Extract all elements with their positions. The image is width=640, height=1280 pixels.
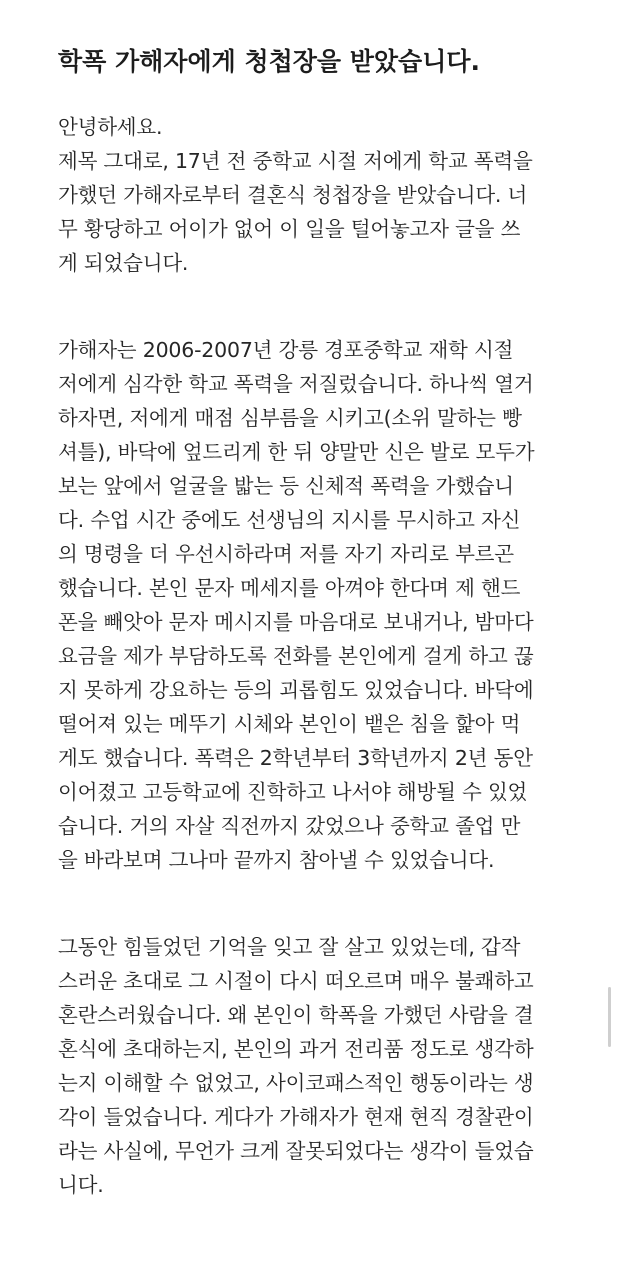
paragraph-1-line: 게 되었습니다.	[58, 251, 189, 275]
paragraph-3-line: 혼식에 초대하는지, 본인의 과거 전리품 정도로 생각하	[58, 1037, 534, 1061]
paragraph-2-line: 떨어져 있는 메뚜기 시체와 본인이 뱉은 침을 핥아 먹	[58, 712, 521, 736]
paragraph-2-line: 을 바라보며 그나마 끝까지 참아낼 수 있었습니다.	[58, 848, 495, 872]
paragraph-2-line: 하자면, 저에게 매점 심부름을 시키고(소위 말하는 빵	[58, 406, 522, 430]
paragraph-3-line: 라는 사실에, 무언가 크게 잘못되었다는 생각이 들었습	[58, 1139, 534, 1163]
paragraph-2-line: 다. 수업 시간 중에도 선생님의 지시를 무시하고 자신	[58, 508, 521, 532]
paragraph-3-line: 니다.	[58, 1173, 104, 1197]
paragraph-2-line: 폰을 빼앗아 문자 메시지를 마음대로 보내거나, 밤마다	[58, 610, 534, 634]
paragraph-2-line: 요금을 제가 부담하도록 전화를 본인에게 걸게 하고 끊	[58, 644, 534, 668]
paragraph-2-line: 이어졌고 고등학교에 진학하고 나서야 해방될 수 있었	[58, 780, 528, 804]
paragraph-1-line: 가했던 가해자로부터 결혼식 청첩장을 받았습니다. 너	[58, 183, 528, 207]
post-title: 학폭 가해자에게 청첩장을 받았습니다.	[58, 47, 481, 76]
paragraph-2-line: 게도 했습니다. 폭력은 2학년부터 3학년까지 2년 동안	[58, 746, 533, 770]
paragraph-2-line: 가해자는 2006-2007년 강릉 경포중학교 재학 시절	[58, 338, 514, 362]
paragraph-2-line: 셔틀), 바닥에 엎드리게 한 뒤 양말만 신은 발로 모두가	[58, 440, 535, 464]
paragraph-2-line: 의 명령을 더 우선시하라며 저를 자기 자리로 부르곤	[58, 542, 514, 566]
paragraph-3-line: 스러운 초대로 그 시절이 다시 떠오르며 매우 불쾌하고	[58, 969, 534, 993]
paragraph-1-line: 제목 그대로, 17년 전 중학교 시절 저에게 학교 폭력을	[58, 149, 533, 173]
paragraph-2-line: 했습니다. 본인 문자 메세지를 아껴야 한다며 제 핸드	[58, 576, 521, 600]
scroll-indicator[interactable]	[608, 987, 611, 1047]
paragraph-3-line: 는지 이해할 수 없었고, 사이코패스적인 행동이라는 생	[58, 1071, 534, 1095]
paragraph-3-line: 그동안 힘들었던 기억을 잊고 잘 살고 있었는데, 갑작	[58, 935, 521, 959]
paragraph-3-line: 혼란스러웠습니다. 왜 본인이 학폭을 가했던 사람을 결	[58, 1003, 534, 1027]
paragraph-1-line: 무 황당하고 어이가 없어 이 일을 털어놓고자 글을 쓰	[58, 217, 521, 241]
paragraph-2-line: 습니다. 거의 자살 직전까지 갔었으나 중학교 졸업 만	[58, 814, 521, 838]
paragraph-3-line: 각이 들었습니다. 게다가 가해자가 현재 현직 경찰관이	[58, 1105, 534, 1129]
paragraph-1-line: 안녕하세요.	[58, 115, 163, 139]
paragraph-2-line: 저에게 심각한 학교 폭력을 저질렀습니다. 하나씩 열거	[58, 372, 534, 396]
paragraph-2-line: 지 못하게 강요하는 등의 괴롭힘도 있었습니다. 바닥에	[58, 678, 534, 702]
paragraph-2-line: 보는 앞에서 얼굴을 밟는 등 신체적 폭력을 가했습니	[58, 474, 514, 498]
